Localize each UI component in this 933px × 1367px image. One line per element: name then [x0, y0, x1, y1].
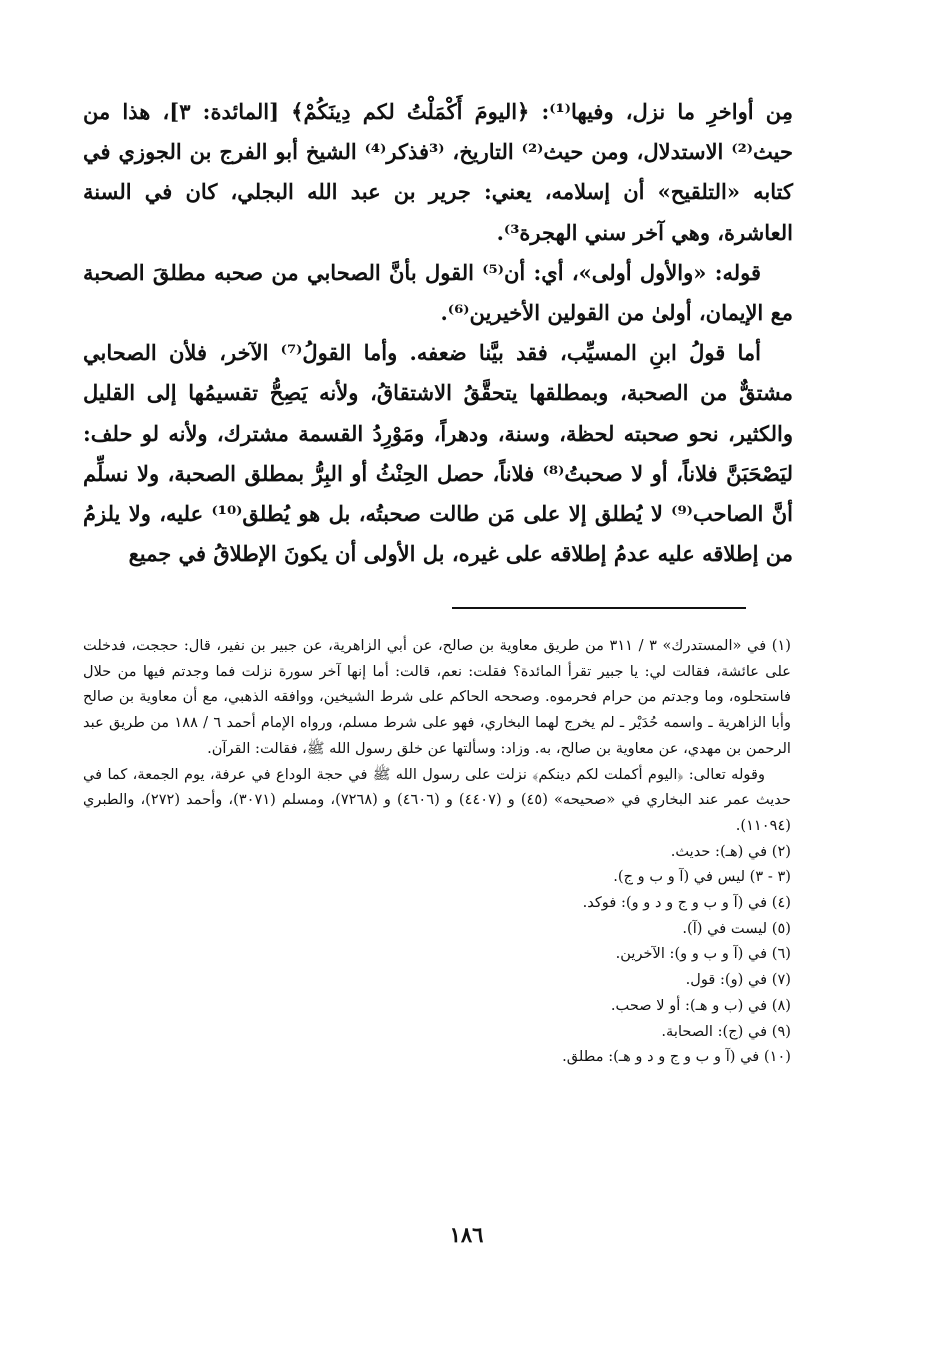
footnote: (٣ - ٣) ليس في (آ و ب و ج). [613, 868, 791, 886]
main-paragraph: قوله: «والأول أولى»، أي: أن⁽⁵⁾ القول بأنَّ الصحابي من صحبه مطلقَ الصحبة مع الإيمان، أولىٰ من القولين الأخيرين⁽⁶⁾. [83, 259, 793, 326]
main-paragraph: أما قولُ ابنِ المسيِّب، فقد بيَّنا ضعفه. وأما القولُ⁽⁷⁾ الآخر، فلأن الصحابي مشتقٌّ من الصحبة، وبمطلقها يتحقَّقُ الاشتقاقُ، ولأنه يَصِحُّ تقسيمُها إلى القليل والكثير، نحو صحبته لحظة، وسنة، ودهراً، ومَوْرِدُ القسمة مشترك، ولأنه لو حلف: ليَصْحَبَنَّ فلاناً، أو لا صحبتُ⁽⁸⁾ فلاناً، حصل الحِنْثُ أو البِرُّ بمطلق الصحبة، ولا نسلِّم أنَّ الصاحب⁽⁹⁾ لا يُطلق إلا على مَن طالت صحبتُه، بل هو يُطلق⁽¹⁰⁾ عليه، ولا يلزمُ من إطلاقه عليه عدمُ إطلاقه على غيره، بل الأولى أن يكونَ الإطلاقُ في جميع [83, 340, 793, 567]
footnote-separator [452, 607, 746, 609]
footnote: (٨) في (ب و هـ): أو لا صحب. [610, 996, 791, 1014]
footnote: (٢) في (هـ): حديث. [670, 842, 791, 860]
footnote: (١) في «المستدرك» ٣ / ٣١١ من طريق معاوية بن صالح، عن أبي الزاهرية، عن جبير بن نفير، قال: حججت، فدخلت على عائشة، فقالت لي: يا جبير تقرأ المائدة؟ فقلت: نعم، قالت: أما إنها آخر سورة نزلت فما وجدتم فيها من حلال فاستحلوه، وما وجدتم من حرام فحرموه. وصححه الحاكم على شرط الشيخين، ووافقه الذهبي، مع أن معاوية بن صالح وأبا الزاهرية ـ واسمه حُدَيْر ـ لم يخرج لهما البخاري، فهو على شرط مسلم، ورواه الإمام أحمد ٦ / ١٨٨ من طريق عبد الرحمن بن مهدي، عن معاوية بن صالح، به. وزاد: وسألتها عن خلق رسول الله ﷺ، فقالت: القرآن. [83, 637, 792, 757]
main-text [83, 92, 793, 574]
footnote: (٧) في (و): قول. [685, 971, 791, 989]
footnotes [83, 633, 791, 1070]
footnote: (٩) في (ج): الصحابة. [661, 1022, 791, 1040]
footnote: (٦) في (آ و ب و و): الآخرين. [615, 945, 791, 963]
footnote: (٤) في (آ و ب و ج و د و و): فوكد. [582, 894, 791, 912]
main-paragraph: مِن أواخرِ ما نزل، وفيها⁽¹⁾: ﴿اليومَ أَكْمَلْتُ لكم دِينَكُمْ﴾ [المائدة: ٣]، هذا من حيث⁽²⁾ الاستدلال، ومن حيث⁽²⁾ التاريخ، ⁽³فذكر⁽⁴⁾ الشيخ أبو الفرج بن الجوزي في كتابه «التلقيح» أن إسلامه، يعني: جرير بن عبد الله البجلي، كان في السنة العاشرة، وهي آخر سني الهجرة³⁾. [83, 99, 793, 245]
footnote: (٥) ليست في (آ). [682, 919, 791, 937]
page-number: ١٨٦ [449, 1222, 484, 1247]
footnote: (١٠) في (آ و ب و ج و د و هـ): مطلق. [562, 1048, 791, 1066]
footnote: وقوله تعالى: ﴿اليوم أكملت لكم دينكم﴾ نزلت على رسول الله ﷺ في حجة الوداع في عرفة، يوم الجمعة، كما في حديث عمر عند البخاري في «صحيحه» (٤٥) و (٤٤٠٧) و (٤٦٠٦) و (٧٢٦٨)، ومسلم (٣٠٧١)، وأحمد (٢٧٢)، والطبري (١١٠٩٤). [83, 765, 791, 834]
